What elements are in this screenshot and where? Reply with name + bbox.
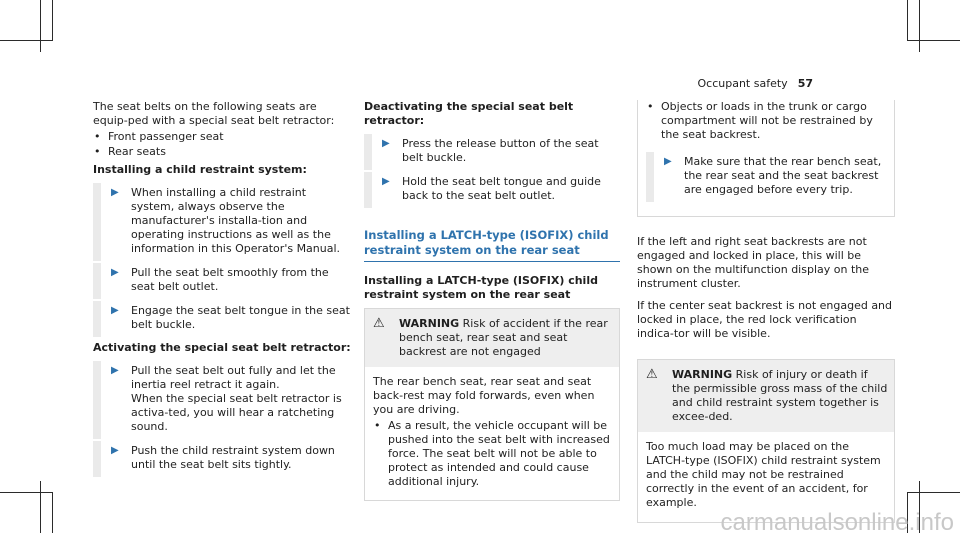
page-number: 57 (797, 77, 813, 90)
step-item: ▶ Engage the seat belt tongue in the seat belt buckle. (93, 301, 351, 337)
warning-title: Risk of injury or death if the permissible gross mass of the child and child restraint system together is excee-ded. (672, 368, 888, 423)
warning-box (364, 308, 620, 501)
step-item: ▶ Make sure that the rear bench seat, the rear seat and the seat backrest are engaged before every trip. (646, 152, 886, 202)
list-item: • Rear seats (94, 145, 166, 158)
arrow-icon: ▶ (382, 138, 390, 149)
list-item: • Front passenger seat (94, 130, 224, 143)
heading-activate: Activating the special seat belt retractor: (93, 341, 351, 354)
crop-mark (40, 0, 41, 52)
step-item: ▶ Pull the seat belt out fully and let the inertia reel retract it again. When the special seat belt retractor is activa-ted, you will hear a ratcheting sound. (93, 361, 351, 439)
section-name: Occupant safety (697, 77, 788, 90)
bullet-icon: • (94, 145, 101, 158)
warning-icon: ⚠ (373, 316, 385, 331)
warning-header (365, 309, 619, 367)
bullet-icon: • (647, 100, 654, 113)
crop-mark (908, 40, 960, 41)
step-item: ▶ When installing a child restraint system, always observe the manufacturer's installa-tion and operating instructions as well as the information in this Operator's Manual. (93, 183, 351, 261)
warning-body: The rear bench seat, rear seat and seat back-rest may fold forwards, even when you are driving. • As a result, the vehicle occupant will be pushed into the seat belt with increased force. The seat belt will not be able to protect as intended and could cause additional injury. (373, 375, 610, 488)
arrow-icon: ▶ (111, 445, 119, 456)
column-2 (364, 100, 620, 501)
watermark: carmanualsonline.info (720, 509, 954, 536)
paragraph: If the left and right seat backrests are not engaged and locked in place, this will be shown on the multifunction display on the instrument cluster. (637, 235, 869, 290)
intro-text: The seat belts on the following seats are equip-ped with a special seat belt retractor: (93, 100, 335, 127)
page-header (698, 77, 813, 91)
crop-mark (0, 40, 1, 41)
crop-mark (919, 0, 920, 52)
warning-box (637, 359, 895, 523)
warning-label: WARNING (399, 317, 460, 330)
heading-install: Installing a child restraint system: (93, 163, 307, 176)
crop-mark (40, 481, 41, 533)
warning-continuation (637, 100, 895, 217)
crop-mark (907, 0, 908, 41)
arrow-icon: ▶ (111, 187, 119, 198)
crop-mark (52, 492, 53, 533)
step-item: ▶ Hold the seat belt tongue and guide back to the seat belt outlet. (364, 172, 620, 208)
paragraph: If the center seat backrest is not engaged and locked in place, the red lock verification indica-tor will be visible. (637, 299, 893, 340)
crop-mark (0, 492, 52, 493)
step-item: ▶ Push the child restraint system down until the seat belt sits tightly. (93, 441, 351, 477)
arrow-icon: ▶ (664, 156, 672, 167)
warning-label: WARNING (672, 368, 733, 381)
crop-mark (52, 0, 53, 41)
heading-latch: Installing a LATCH-type (ISOFIX) child restraint system on the rear seat (364, 274, 598, 301)
warning-header (638, 360, 894, 432)
arrow-icon: ▶ (111, 305, 119, 316)
step-item: ▶ Press the release button of the seat belt buckle. (364, 134, 620, 170)
arrow-icon: ▶ (111, 267, 119, 278)
column-3 (637, 100, 895, 523)
bullet-icon: • (374, 419, 381, 432)
arrow-icon: ▶ (382, 176, 390, 187)
warning-body: Too much load may be placed on the LATCH-type (ISOFIX) child restraint system and the child may not be restrained correctly in the event of an accident, for example. (646, 440, 881, 509)
warning-title: Risk of accident if the rear bench seat, rear seat and seat backrest are not engaged (399, 317, 608, 358)
crop-mark (908, 492, 960, 493)
list-item: • As a result, the vehicle occupant will be pushed into the seat belt with increased force. The seat belt will not be able to protect as intended and could cause additional injury. (374, 419, 610, 488)
bullet-icon: • (94, 130, 101, 143)
warning-icon: ⚠ (646, 367, 658, 382)
crop-mark (0, 40, 52, 41)
arrow-icon: ▶ (111, 365, 119, 376)
section-title: Installing a LATCH-type (ISOFIX) child restraint system on the rear seat (364, 228, 620, 262)
step-item: ▶ Pull the seat belt smoothly from the seat belt outlet. (93, 263, 351, 299)
column-1 (93, 100, 351, 479)
heading-deactivate: Deactivating the special seat belt retractor: (364, 100, 574, 127)
list-item: • Objects or loads in the trunk or cargo compartment will not be restrained by the seat backrest. (647, 100, 873, 141)
